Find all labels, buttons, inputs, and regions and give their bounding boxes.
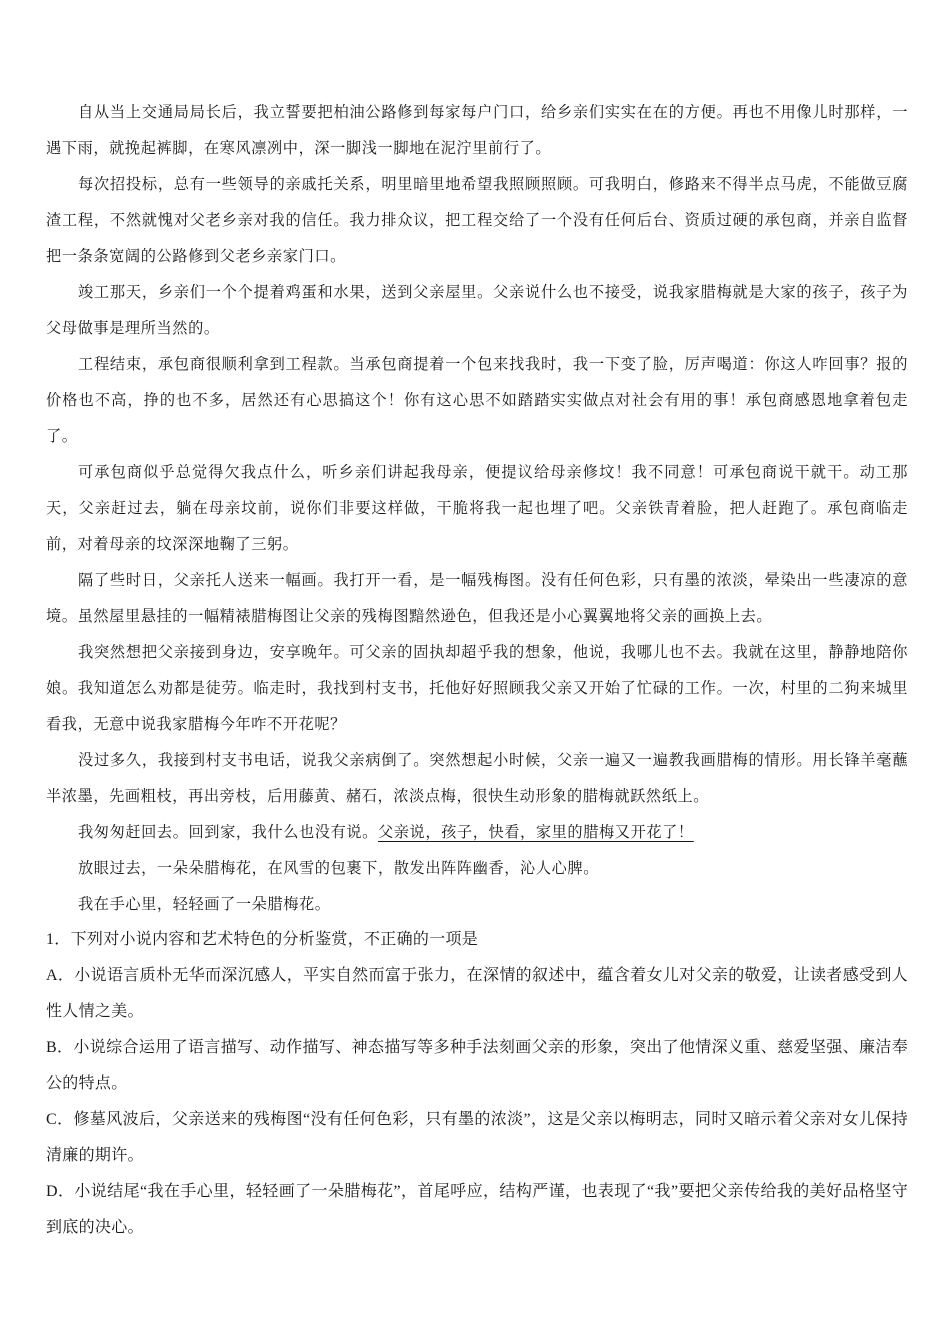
story-paragraph-7: 我突然想把父亲接到身边，安享晚年。可父亲的固执却超乎我的想象，他说，我哪儿也不去。我就在这里，静静地陪你娘。我知道怎么劝都是徒劳。临走时，我找到村支书，托他好好照顾我父亲又开始了忙碌的工作。一次，村里的二狗来城里看我，无意中说我家腊梅今年咋不开花呢？ bbox=[46, 643, 908, 733]
option-d: D．小说结尾“我在手心里，轻轻画了一朵腊梅花”，首尾呼应，结构严谨，也表现了“我”要把父亲传给我的美好品格坚守到底的决心。 bbox=[46, 1183, 908, 1236]
story-paragraph-2: 每次招投标，总有一些领导的亲戚托关系，明里暗里地希望我照顾照顾。可我明白，修路来不得半点马虎，不能做豆腐渣工程，不然就愧对父老乡亲对我的信任。我力排众议，把工程交给了一个没有任何后台、资质过硬的承包商，并亲自监督把一条条宽阔的公路修到父老乡亲家门口。 bbox=[46, 175, 908, 265]
story-paragraph-1: 自从当上交通局局长后，我立誓要把柏油公路修到每家每户门口，给乡亲们实实在在的方便。再也不用像儿时那样，一遇下雨，就挽起裤脚，在寒风凛冽中，深一脚浅一脚地在泥泞里前行了。 bbox=[46, 103, 908, 157]
option-b: B．小说综合运用了语言描写、动作描写、神态描写等多种手法刻画父亲的形象，突出了他情深义重、慈爱坚强、廉洁奉公的特点。 bbox=[46, 1039, 908, 1092]
story-paragraph-9-text: 我匆匆赶回去。回到家，我什么也没有说。 bbox=[78, 823, 378, 841]
underlined-sentence: 父亲说，孩子，快看，家里的腊梅又开花了！ bbox=[377, 823, 694, 841]
story-paragraph-11: 我在手心里，轻轻画了一朵腊梅花。 bbox=[78, 895, 331, 913]
story-paragraph-6: 隔了些时日，父亲托人送来一幅画。我打开一看，是一幅残梅图。没有任何色彩，只有墨的浓淡，晕染出一些凄凉的意境。虽然屋里悬挂的一幅精裱腊梅图让父亲的残梅图黯然逊色，但我还是小心翼翼地将父亲的画换上去。 bbox=[46, 571, 908, 625]
story-paragraph-10: 放眼过去，一朵朵腊梅花，在风雪的包裹下，散发出阵阵幽香，沁人心脾。 bbox=[78, 859, 599, 877]
question-stem: 1．下列对小说内容和艺术特色的分析鉴赏，不正确的一项是 bbox=[46, 931, 479, 948]
story-paragraph-8: 没过多久，我接到村支书电话，说我父亲病倒了。突然想起小时候，父亲一遍又一遍教我画腊梅的情形。用长锋羊毫蘸半浓墨，先画粗枝，再出旁枝，后用藤黄、赭石，浓淡点梅，很快生动形象的腊梅就跃然纸上。 bbox=[46, 751, 908, 805]
story-paragraph-9 bbox=[46, 814, 908, 850]
story-paragraph-4: 工程结束，承包商很顺利拿到工程款。当承包商提着一个包来找我时，我一下变了脸，厉声喝道：你这人咋回事？报的价格也不高，挣的也不多，居然还有心思搞这个！你有这心思不如踏踏实实做点对社会有用的事！承包商感恩地拿着包走了。 bbox=[46, 355, 908, 445]
option-a: A．小说语言质朴无华而深沉感人，平实自然而富于张力，在深情的叙述中，蕴含着女儿对父亲的敬爱，让读者感受到人性人情之美。 bbox=[46, 967, 908, 1020]
story-paragraph-3: 竣工那天，乡亲们一个个提着鸡蛋和水果，送到父亲屋里。父亲说什么也不接受，说我家腊梅就是大家的孩子，孩子为父母做事是理所当然的。 bbox=[46, 283, 908, 337]
story-paragraph-5: 可承包商似乎总觉得欠我点什么，听乡亲们讲起我母亲，便提议给母亲修坟！我不同意！可承包商说干就干。动工那天，父亲赶过去，躺在母亲坟前，说你们非要这样做，干脆将我一起也埋了吧。父亲铁青着脸，把人赶跑了。承包商临走前，对着母亲的坟深深地鞠了三躬。 bbox=[46, 463, 908, 553]
option-c: C．修墓风波后，父亲送来的残梅图“没有任何色彩，只有墨的浓淡”，这是父亲以梅明志，同时又暗示着父亲对女儿保持清廉的期许。 bbox=[46, 1111, 908, 1164]
